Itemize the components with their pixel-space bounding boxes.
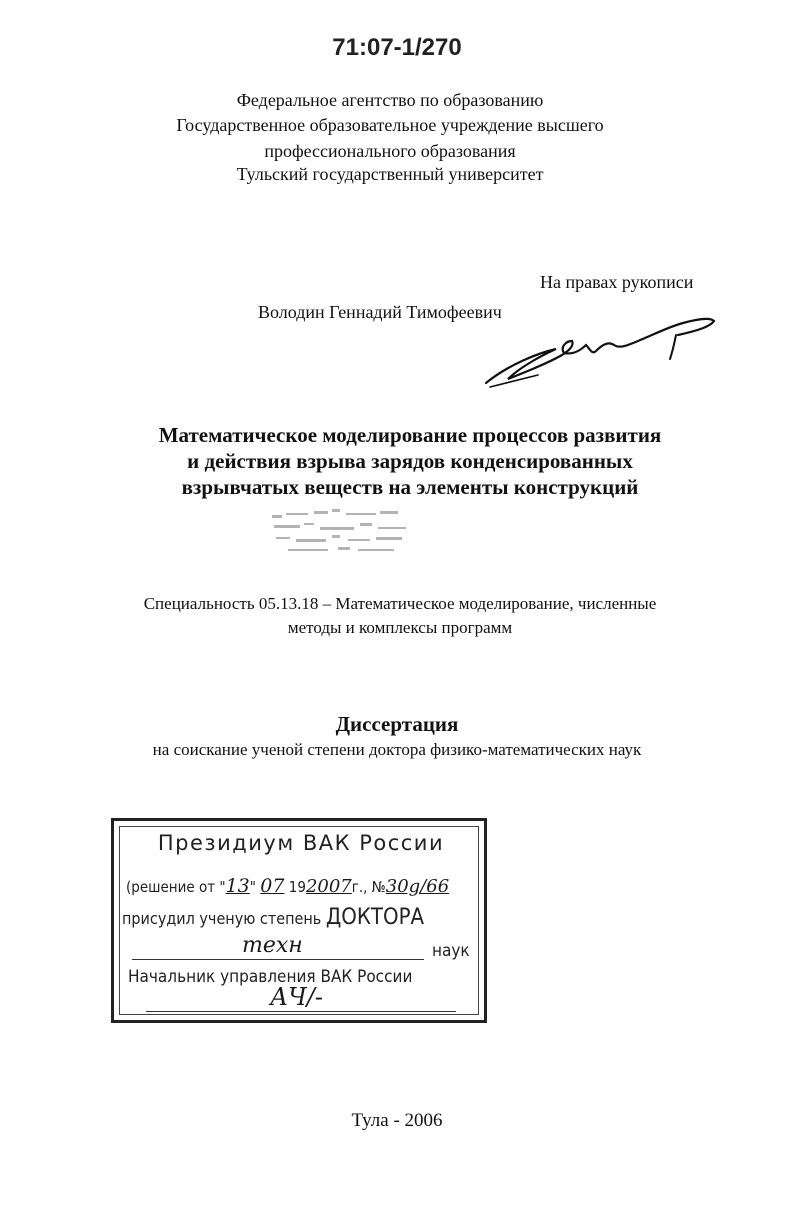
- specialty-line-2: методы и комплексы программ: [287, 618, 513, 637]
- title-line-1: Математическое моделирование процессов развития: [158, 423, 662, 447]
- vak-stamp: [111, 818, 487, 1023]
- stamp-sign-rule: [146, 1011, 456, 1012]
- title-line-2: и действия взрыва зарядов конденсированных: [187, 449, 633, 473]
- stamp-chief-signature: АЧ/-: [270, 983, 323, 1011]
- manuscript-note: На правах рукописи: [540, 272, 694, 292]
- stamp-awarded-text: присудил ученую степень: [122, 909, 322, 928]
- org-line-4: Тульский государственный университет: [236, 164, 544, 184]
- stamp-field: техн: [242, 933, 303, 958]
- author-signature: [478, 305, 723, 395]
- stamp-decision-line: [126, 875, 449, 897]
- stamp-month: 07: [260, 875, 285, 897]
- stamp-year-prefix: 19: [288, 878, 306, 896]
- stamp-year-suffix: г., №: [351, 878, 386, 896]
- stamp-field-rule: [132, 959, 424, 960]
- stamp-title: Президиум ВАК России: [157, 831, 445, 855]
- author-name: Володин Геннадий Тимофеевич: [258, 302, 502, 322]
- degree-line: на соискание ученой степени доктора физико-математических наук: [152, 740, 642, 759]
- stamp-sciences: наук: [432, 941, 470, 961]
- org-line-1: Федеральное агентство по образованию: [236, 90, 544, 110]
- title-line-3: взрывчатых веществ на элементы конструкций: [181, 475, 639, 499]
- stamp-decision-prefix: (решение от ": [126, 878, 226, 896]
- specialty-line-1: Специальность 05.13.18 – Математическое моделирование, численные: [143, 594, 657, 613]
- dissertation-heading: Диссертация: [335, 712, 459, 736]
- org-line-2: Государственное образовательное учреждение высшего: [176, 115, 604, 135]
- library-stamp-mark: [268, 505, 414, 557]
- stamp-day: 13: [225, 875, 250, 897]
- org-line-3: профессионального образования: [264, 141, 516, 161]
- stamp-awarded-line: [122, 905, 424, 930]
- stamp-chief: Начальник управления ВАК России: [128, 967, 413, 987]
- stamp-quote: ": [249, 878, 256, 896]
- city-year: Тула - 2006: [351, 1110, 443, 1131]
- stamp-year: 2007: [305, 876, 352, 897]
- stamp-degree: ДОКТОРА: [325, 905, 425, 930]
- stamp-number: 30g/66: [385, 876, 450, 897]
- registry-code: 71:07-1/270: [332, 34, 462, 61]
